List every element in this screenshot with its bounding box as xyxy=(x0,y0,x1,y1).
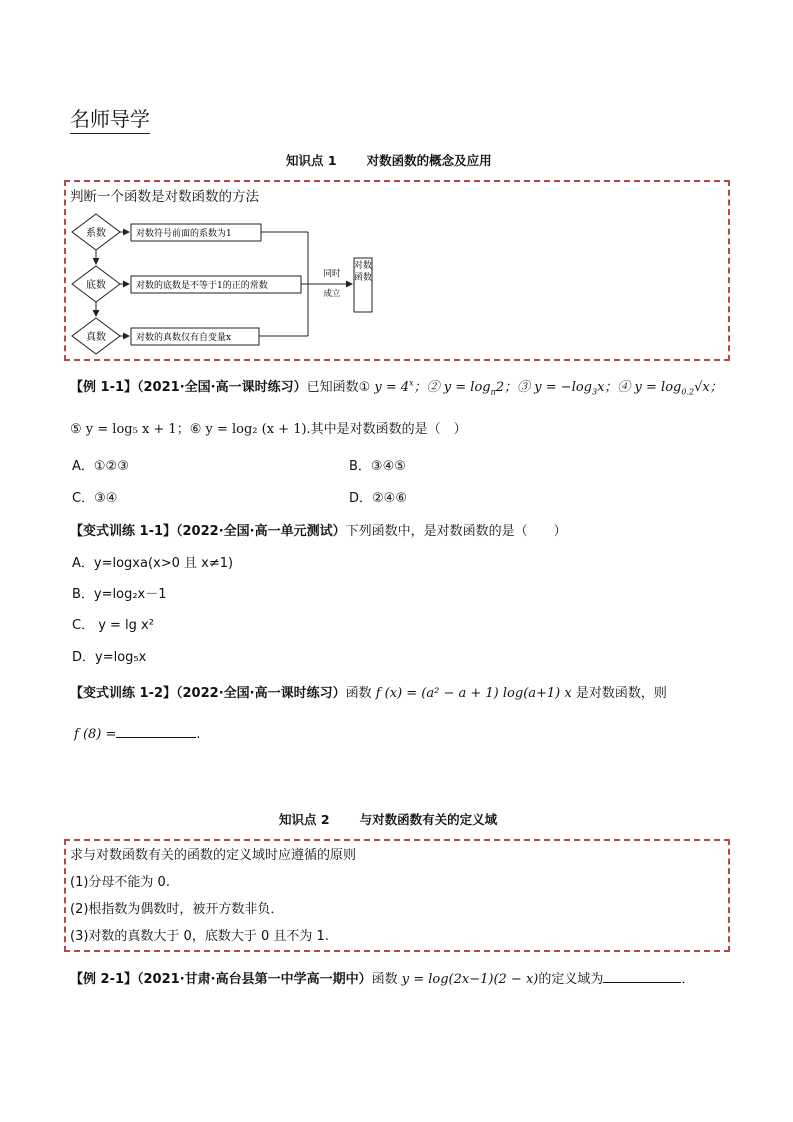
func-1: y = 4 xyxy=(374,380,410,395)
variant-1-1-option-c[interactable]: C． y = lg x² xyxy=(72,618,154,633)
variant-1-1-option-a[interactable]: A．y=logxa(x>0 且 x≠1) xyxy=(72,556,234,571)
example-2-1-end: ． xyxy=(681,972,695,987)
example-1-1-intro: 已知函数① xyxy=(306,380,371,395)
variant-1-2-pre: 函数 xyxy=(345,686,372,701)
rule-coefficient-text: 对数符号前面的系数为1 xyxy=(136,229,232,239)
diamond-coefficient xyxy=(72,214,120,250)
knowledge-point-2-heading xyxy=(279,810,497,828)
domain-rules-heading: 求与对数函数有关的函数的定义域时应遵循的原则 xyxy=(70,848,357,863)
example-1-1-option-a[interactable]: A．①②③ xyxy=(72,459,129,474)
variant-1-1-question xyxy=(70,520,567,539)
section-title: 名师导学 xyxy=(70,103,150,134)
example-1-1-label: 【例 1-1】 xyxy=(70,380,138,395)
example-1-1-line-2: ⑤ y = log₅ x + 1；⑥ y = log₂ (x + 1).其中是对数函数的是（ ） xyxy=(70,422,467,437)
method-heading: 判断一个函数是对数函数的方法 xyxy=(70,189,259,205)
merge-label-2: 成立 xyxy=(323,289,341,299)
rule-coefficient xyxy=(131,224,261,241)
variant-1-1-option-d[interactable]: D．y=log₅x xyxy=(72,650,147,665)
variant-1-2-answer-label: f (8) = xyxy=(74,727,117,742)
variant-1-1-option-b[interactable]: B．y=log₂x－1 xyxy=(72,587,167,602)
domain-rule-2: (2)根指数为偶数时，被开方数非负． xyxy=(70,902,284,917)
example-2-1-post: 的定义域为 xyxy=(538,972,604,987)
rule-argument xyxy=(131,328,259,345)
example-2-1-answer-blank[interactable] xyxy=(603,970,681,983)
variant-1-2-end: . xyxy=(196,727,201,742)
example-1-1-option-d[interactable]: D．②④⑥ xyxy=(349,491,407,506)
func-3: 2；③ y = −log xyxy=(495,380,592,395)
variant-1-1-text: 下列函数中，是对数函数的是（ ） xyxy=(345,524,567,539)
example-1-1-option-b[interactable]: B．③④⑤ xyxy=(349,459,406,474)
example-2-1-formula: y = log(2x−1)(2 − x) xyxy=(401,972,539,987)
variant-1-1-source: （2022·全国·高一单元测试） xyxy=(176,524,346,539)
domain-rule-3: (3)对数的真数大于 0，底数大于 0 且不为 1. xyxy=(70,929,329,944)
example-2-1-source: （2021·甘肃·高台县第一中学高一期中） xyxy=(137,972,372,987)
diamond-argument-label: 真数 xyxy=(86,332,106,343)
kp2-label: 知识点 2 xyxy=(279,812,330,827)
func-2: ；② y = log xyxy=(413,380,491,395)
func-5: √x； xyxy=(694,380,723,395)
knowledge-point-1-heading xyxy=(286,151,492,169)
example-1-1-line-1: 【例 1-1】（2021·全国·高一课时练习）已知函数① $y = 4^x$；② $y = \log_\pi 2$；③ $y = -\log_3x$；④ $y = \log_{0.2}√x$； xyxy=(70,378,723,397)
variant-1-2-label: 【变式训练 1-2】 xyxy=(70,686,177,701)
variant-1-2-source: （2022·全国·高一课时练习） xyxy=(176,686,346,701)
example-2-1-pre: 函数 xyxy=(371,972,398,987)
example-1-1-option-c[interactable]: C．③④ xyxy=(72,491,118,506)
variant-1-2-answer-line xyxy=(74,725,201,742)
result-box xyxy=(354,258,372,312)
diamond-base xyxy=(72,266,120,302)
variant-1-1-label: 【变式训练 1-1】 xyxy=(70,524,177,539)
kp1-label: 知识点 1 xyxy=(286,153,337,168)
kp1-title: 对数函数的概念及应用 xyxy=(366,153,492,168)
domain-rule-1: (1)分母不能为 0. xyxy=(70,875,170,890)
rule-base-text: 对数的底数是不等于1的正的常数 xyxy=(136,281,268,291)
func-4: x；④ y = log xyxy=(597,380,682,395)
rule-argument-text: 对数的真数仅有自变量x xyxy=(136,333,232,343)
diamond-argument xyxy=(72,318,120,354)
variant-1-2-question xyxy=(70,682,667,701)
result-text: 对数函数 xyxy=(354,261,372,283)
diamond-coefficient-label: 系数 xyxy=(86,228,106,239)
rule-base xyxy=(131,276,301,293)
variant-1-2-post: 是对数函数，则 xyxy=(575,686,667,701)
example-2-1-label: 【例 2-1】 xyxy=(70,972,138,987)
variant-1-2-formula: f (x) = (a² − a + 1) log(a+1) x xyxy=(375,686,572,701)
kp2-title: 与对数函数有关的定义域 xyxy=(359,812,498,827)
example-2-1-question xyxy=(70,968,694,987)
flowchart xyxy=(64,200,394,360)
diamond-base-label: 底数 xyxy=(86,280,106,291)
variant-1-2-answer-blank[interactable] xyxy=(116,725,196,738)
example-1-1-source: （2021·全国·高一课时练习） xyxy=(137,380,307,395)
merge-label-1: 同时 xyxy=(323,269,341,279)
